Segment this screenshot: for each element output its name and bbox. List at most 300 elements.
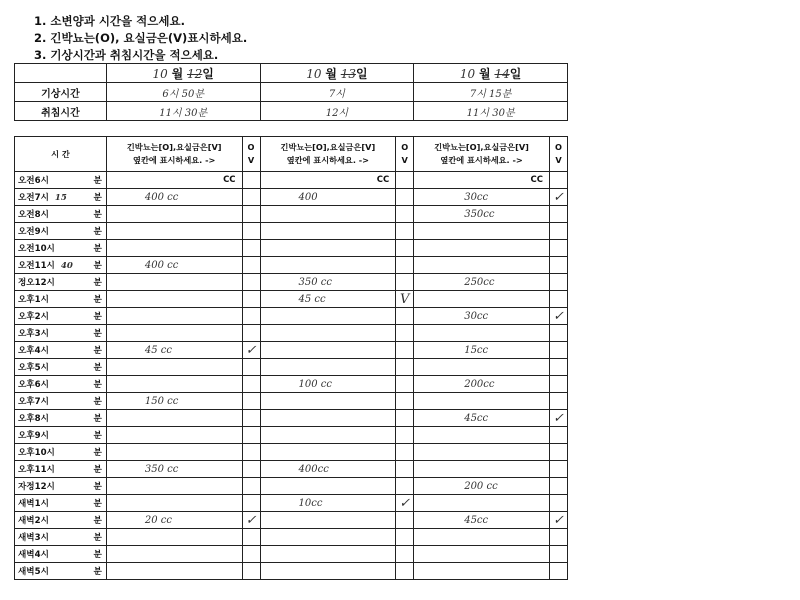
cc-unit-label: CC (376, 175, 390, 185)
amount-cell (260, 359, 396, 376)
log-row (15, 410, 568, 427)
amount-value: 20 cc (144, 514, 172, 526)
amount-cell (414, 172, 550, 189)
amount-cell (106, 546, 242, 563)
minute-label: 분 (93, 312, 102, 322)
minute-label: 분 (93, 414, 102, 424)
minute-label: 분 (93, 244, 102, 254)
amount-cell (106, 291, 242, 308)
amount-cell (260, 461, 396, 478)
mark-cell (549, 342, 567, 359)
sleep-label: 취침시간 (15, 102, 107, 121)
ov-header-3: O V (549, 137, 567, 172)
mark-cell (549, 512, 567, 529)
amount-value: 100 cc (298, 378, 332, 390)
minute-label: 분 (93, 346, 102, 356)
column-header-1: 긴박뇨는[O],요실금은[V] 옆칸에 표시하세요. -> (106, 137, 242, 172)
time-cell (15, 240, 107, 257)
minute-label: 분 (93, 363, 102, 373)
log-row (15, 325, 568, 342)
time-cell (15, 291, 107, 308)
amount-cell (106, 410, 242, 427)
amount-value: 15cc (464, 344, 489, 356)
amount-cell (260, 478, 396, 495)
time-cell (15, 172, 107, 189)
amount-cell (414, 189, 550, 206)
sleep-time-3: 11시 30분 (414, 102, 568, 121)
mark-cell (396, 359, 414, 376)
amount-cell (260, 529, 396, 546)
log-row (15, 223, 568, 240)
column-header-2: 긴박뇨는[O],요실금은[V] 옆칸에 표시하세요. -> (260, 137, 396, 172)
amount-cell (414, 393, 550, 410)
amount-cell (106, 478, 242, 495)
amount-cell (414, 444, 550, 461)
hour-label: 오후8시 (18, 414, 49, 424)
mark-value: V (400, 291, 410, 307)
mark-cell (549, 478, 567, 495)
mark-cell (549, 427, 567, 444)
amount-value: 350 cc (144, 463, 179, 475)
mark-cell (396, 393, 414, 410)
mark-cell (396, 172, 414, 189)
mark-cell (549, 563, 567, 580)
mark-value: ✓ (553, 512, 564, 528)
mark-cell (242, 308, 260, 325)
amount-cell (414, 257, 550, 274)
amount-cell (414, 563, 550, 580)
minute-label: 분 (93, 397, 102, 407)
amount-cell (260, 393, 396, 410)
amount-value: 10cc (298, 497, 323, 509)
amount-cell (414, 478, 550, 495)
wake-time-3: 7시 15분 (414, 83, 568, 102)
amount-cell (106, 240, 242, 257)
time-cell (15, 274, 107, 291)
minute-label: 분 (93, 482, 102, 492)
minute-value: 15 (54, 193, 67, 203)
time-header: 시 간 (15, 137, 107, 172)
mark-value: ✓ (553, 308, 564, 324)
mark-value: ✓ (553, 410, 564, 426)
log-row (15, 189, 568, 206)
date-cell-1: 10 월 12일 (106, 64, 260, 83)
hour-label: 오후2시 (18, 312, 49, 322)
amount-cell (414, 308, 550, 325)
mark-cell (396, 478, 414, 495)
amount-cell (414, 325, 550, 342)
amount-value: 400 (298, 191, 318, 203)
time-cell (15, 308, 107, 325)
amount-value: 45 cc (298, 293, 326, 305)
time-cell (15, 495, 107, 512)
log-row (15, 563, 568, 580)
cc-unit-label: CC (223, 175, 236, 185)
amount-value: 400 cc (144, 191, 179, 203)
log-row (15, 393, 568, 410)
minute-label: 분 (93, 227, 102, 237)
amount-cell (260, 512, 396, 529)
mark-value: ✓ (245, 512, 257, 528)
log-row (15, 546, 568, 563)
hour-label: 오전6시 (18, 176, 49, 186)
log-row (15, 529, 568, 546)
mark-cell (549, 308, 567, 325)
mark-cell (549, 172, 567, 189)
ov-header-2: O V (396, 137, 414, 172)
amount-cell (106, 274, 242, 291)
mark-cell (396, 291, 414, 308)
hour-label: 오후3시 (18, 329, 49, 339)
log-row (15, 495, 568, 512)
amount-value: 45cc (464, 514, 489, 526)
date-row (15, 64, 568, 83)
amount-cell (414, 291, 550, 308)
minute-label: 분 (93, 465, 102, 475)
log-row (15, 461, 568, 478)
mark-cell (549, 206, 567, 223)
amount-value: 400 cc (144, 259, 179, 271)
amount-cell (414, 529, 550, 546)
ov-header-1: O V (242, 137, 260, 172)
amount-cell (260, 410, 396, 427)
amount-cell (106, 393, 242, 410)
mark-cell (242, 478, 260, 495)
log-row (15, 274, 568, 291)
wake-label: 기상시간 (15, 83, 107, 102)
amount-cell (414, 546, 550, 563)
voiding-log-table (14, 136, 568, 580)
amount-cell (260, 342, 396, 359)
mark-cell (396, 240, 414, 257)
mark-cell (242, 223, 260, 240)
amount-cell (106, 172, 242, 189)
mark-cell (242, 546, 260, 563)
mark-cell (549, 546, 567, 563)
minute-label: 분 (93, 380, 102, 390)
amount-cell (106, 308, 242, 325)
hour-label: 오전9시 (18, 227, 49, 237)
amount-cell (260, 546, 396, 563)
log-row (15, 308, 568, 325)
amount-cell (260, 189, 396, 206)
time-cell (15, 223, 107, 240)
hour-label: 오후6시 (18, 380, 49, 390)
time-cell (15, 376, 107, 393)
time-cell (15, 359, 107, 376)
time-cell (15, 427, 107, 444)
log-header-row (15, 137, 568, 172)
time-cell (15, 529, 107, 546)
mark-cell (549, 257, 567, 274)
log-row (15, 376, 568, 393)
mark-cell (549, 274, 567, 291)
mark-cell (549, 410, 567, 427)
hour-label: 오후1시 (18, 295, 49, 305)
mark-cell (396, 495, 414, 512)
amount-cell (260, 444, 396, 461)
amount-cell (414, 512, 550, 529)
mark-cell (396, 410, 414, 427)
mark-cell (549, 325, 567, 342)
mark-value: ✓ (399, 495, 411, 511)
mark-cell (549, 240, 567, 257)
time-cell (15, 512, 107, 529)
mark-cell (549, 461, 567, 478)
time-cell (15, 206, 107, 223)
amount-cell (414, 223, 550, 240)
mark-cell (242, 257, 260, 274)
mark-cell (242, 172, 260, 189)
instruction-2: 2. 긴박뇨는(O), 요실금은(V)표시하세요. (34, 31, 248, 45)
hour-label: 오전8시 (18, 210, 49, 220)
amount-value: 200 cc (464, 480, 498, 492)
mark-cell (242, 240, 260, 257)
minute-value: 40 (60, 261, 73, 271)
mark-cell (396, 444, 414, 461)
amount-cell (106, 223, 242, 240)
minute-label: 분 (93, 448, 102, 458)
log-row (15, 240, 568, 257)
mark-cell (396, 223, 414, 240)
column-header-3: 긴박뇨는[O],요실금은[V] 옆칸에 표시하세요. -> (414, 137, 550, 172)
minute-label: 분 (93, 210, 102, 220)
amount-cell (260, 427, 396, 444)
mark-cell (396, 342, 414, 359)
mark-cell (549, 189, 567, 206)
amount-cell (414, 359, 550, 376)
log-row (15, 206, 568, 223)
hour-label: 새벽1시 (18, 499, 49, 509)
log-row (15, 172, 568, 189)
date-cell-3: 10 월 14일 (414, 64, 568, 83)
amount-cell (414, 427, 550, 444)
minute-label: 분 (93, 278, 102, 288)
mark-cell (396, 325, 414, 342)
log-body (15, 172, 568, 580)
log-row (15, 478, 568, 495)
wake-time-1: 6시 50분 (106, 83, 260, 102)
mark-cell (396, 189, 414, 206)
amount-cell (414, 376, 550, 393)
mark-value: ✓ (245, 342, 257, 358)
amount-value: 400cc (298, 463, 329, 475)
mark-cell (242, 325, 260, 342)
time-cell (15, 189, 107, 206)
time-cell (15, 393, 107, 410)
log-row (15, 342, 568, 359)
mark-cell (242, 359, 260, 376)
sleep-row (15, 102, 568, 121)
mark-cell (396, 376, 414, 393)
amount-cell (260, 274, 396, 291)
amount-cell (106, 495, 242, 512)
amount-cell (414, 274, 550, 291)
amount-value: 45cc (464, 412, 489, 424)
mark-cell (242, 427, 260, 444)
amount-value: 250cc (464, 276, 495, 288)
mark-cell (549, 376, 567, 393)
amount-cell (106, 461, 242, 478)
wake-row (15, 83, 568, 102)
hour-label: 오전10시 (18, 244, 55, 254)
mark-cell (396, 461, 414, 478)
mark-cell (242, 529, 260, 546)
minute-label: 분 (93, 193, 102, 203)
amount-cell (106, 342, 242, 359)
mark-cell (242, 291, 260, 308)
hour-label: 새벽4시 (18, 550, 49, 560)
mark-cell (242, 410, 260, 427)
hour-label: 오후5시 (18, 363, 49, 373)
hour-label: 오후9시 (18, 431, 49, 441)
minute-label: 분 (93, 533, 102, 543)
mark-cell (549, 359, 567, 376)
mark-cell (242, 512, 260, 529)
hour-label: 새벽3시 (18, 533, 49, 543)
amount-value: 150 cc (144, 395, 179, 407)
log-row (15, 427, 568, 444)
mark-cell (242, 342, 260, 359)
amount-cell (106, 359, 242, 376)
amount-cell (106, 189, 242, 206)
amount-cell (414, 410, 550, 427)
amount-cell (106, 529, 242, 546)
mark-cell (396, 512, 414, 529)
amount-cell (106, 325, 242, 342)
amount-value: 30cc (464, 191, 489, 203)
sleep-time-1: 11시 30분 (106, 102, 260, 121)
time-cell (15, 257, 107, 274)
amount-cell (414, 342, 550, 359)
amount-value: 350 cc (298, 276, 332, 288)
log-row (15, 512, 568, 529)
time-cell (15, 478, 107, 495)
hour-label: 새벽2시 (18, 516, 49, 526)
mark-cell (549, 291, 567, 308)
mark-cell (242, 495, 260, 512)
amount-cell (414, 240, 550, 257)
minute-label: 분 (93, 329, 102, 339)
amount-cell (106, 376, 242, 393)
log-row (15, 444, 568, 461)
mark-cell (242, 563, 260, 580)
amount-cell (414, 461, 550, 478)
hour-label: 오전11시 (18, 261, 55, 271)
minute-label: 분 (93, 261, 102, 271)
minute-label: 분 (93, 499, 102, 509)
mark-cell (242, 206, 260, 223)
mark-cell (242, 274, 260, 291)
amount-cell (260, 206, 396, 223)
amount-cell (260, 240, 396, 257)
hour-label: 오후4시 (18, 346, 49, 356)
sleep-time-2: 12시 (260, 102, 414, 121)
amount-cell (106, 512, 242, 529)
mark-cell (396, 529, 414, 546)
minute-label: 분 (93, 550, 102, 560)
time-cell (15, 325, 107, 342)
mark-cell (549, 444, 567, 461)
amount-value: 45 cc (144, 344, 172, 356)
amount-cell (414, 495, 550, 512)
mark-cell (396, 257, 414, 274)
amount-cell (106, 206, 242, 223)
hour-label: 오후10시 (18, 448, 55, 458)
amount-cell (260, 308, 396, 325)
mark-cell (242, 376, 260, 393)
amount-cell (106, 427, 242, 444)
amount-cell (260, 291, 396, 308)
amount-cell (106, 257, 242, 274)
amount-cell (260, 376, 396, 393)
cc-unit-label: CC (530, 175, 543, 185)
log-row (15, 291, 568, 308)
time-cell (15, 563, 107, 580)
instruction-3: 3. 기상시간과 취침시간을 적으세요. (34, 48, 219, 62)
amount-cell (260, 495, 396, 512)
hour-label: 새벽5시 (18, 567, 49, 577)
minute-label: 분 (93, 431, 102, 441)
hour-label: 오후11시 (18, 465, 55, 475)
amount-value: 30cc (464, 310, 489, 322)
mark-cell (549, 495, 567, 512)
mark-value: ✓ (553, 189, 564, 205)
hour-label: 자정12시 (18, 482, 55, 492)
minute-label: 분 (93, 176, 102, 186)
minute-label: 분 (93, 295, 102, 305)
mark-cell (396, 206, 414, 223)
mark-cell (242, 393, 260, 410)
time-cell (15, 546, 107, 563)
minute-label: 분 (93, 516, 102, 526)
mark-cell (242, 189, 260, 206)
wake-sleep-table (14, 63, 568, 121)
hour-label: 정오12시 (18, 278, 55, 288)
mark-cell (396, 308, 414, 325)
amount-cell (260, 223, 396, 240)
mark-cell (396, 546, 414, 563)
time-cell (15, 410, 107, 427)
amount-cell (414, 206, 550, 223)
mark-cell (242, 444, 260, 461)
hour-label: 오후7시 (18, 397, 49, 407)
amount-cell (260, 325, 396, 342)
amount-cell (106, 444, 242, 461)
mark-cell (549, 529, 567, 546)
amount-cell (260, 563, 396, 580)
mark-cell (396, 427, 414, 444)
amount-cell (260, 172, 396, 189)
date-cell-2: 10 월 13일 (260, 64, 414, 83)
mark-cell (242, 461, 260, 478)
log-row (15, 257, 568, 274)
mark-cell (549, 393, 567, 410)
hour-label: 오전7시 (18, 193, 49, 203)
time-cell (15, 444, 107, 461)
log-row (15, 359, 568, 376)
time-cell (15, 461, 107, 478)
amount-value: 200cc (464, 378, 495, 390)
mark-cell (396, 274, 414, 291)
amount-value: 350cc (464, 208, 495, 220)
mark-cell (396, 563, 414, 580)
time-cell (15, 342, 107, 359)
amount-cell (260, 257, 396, 274)
minute-label: 분 (93, 567, 102, 577)
amount-cell (106, 563, 242, 580)
instruction-1: 1. 소변양과 시간을 적으세요. (34, 14, 185, 28)
